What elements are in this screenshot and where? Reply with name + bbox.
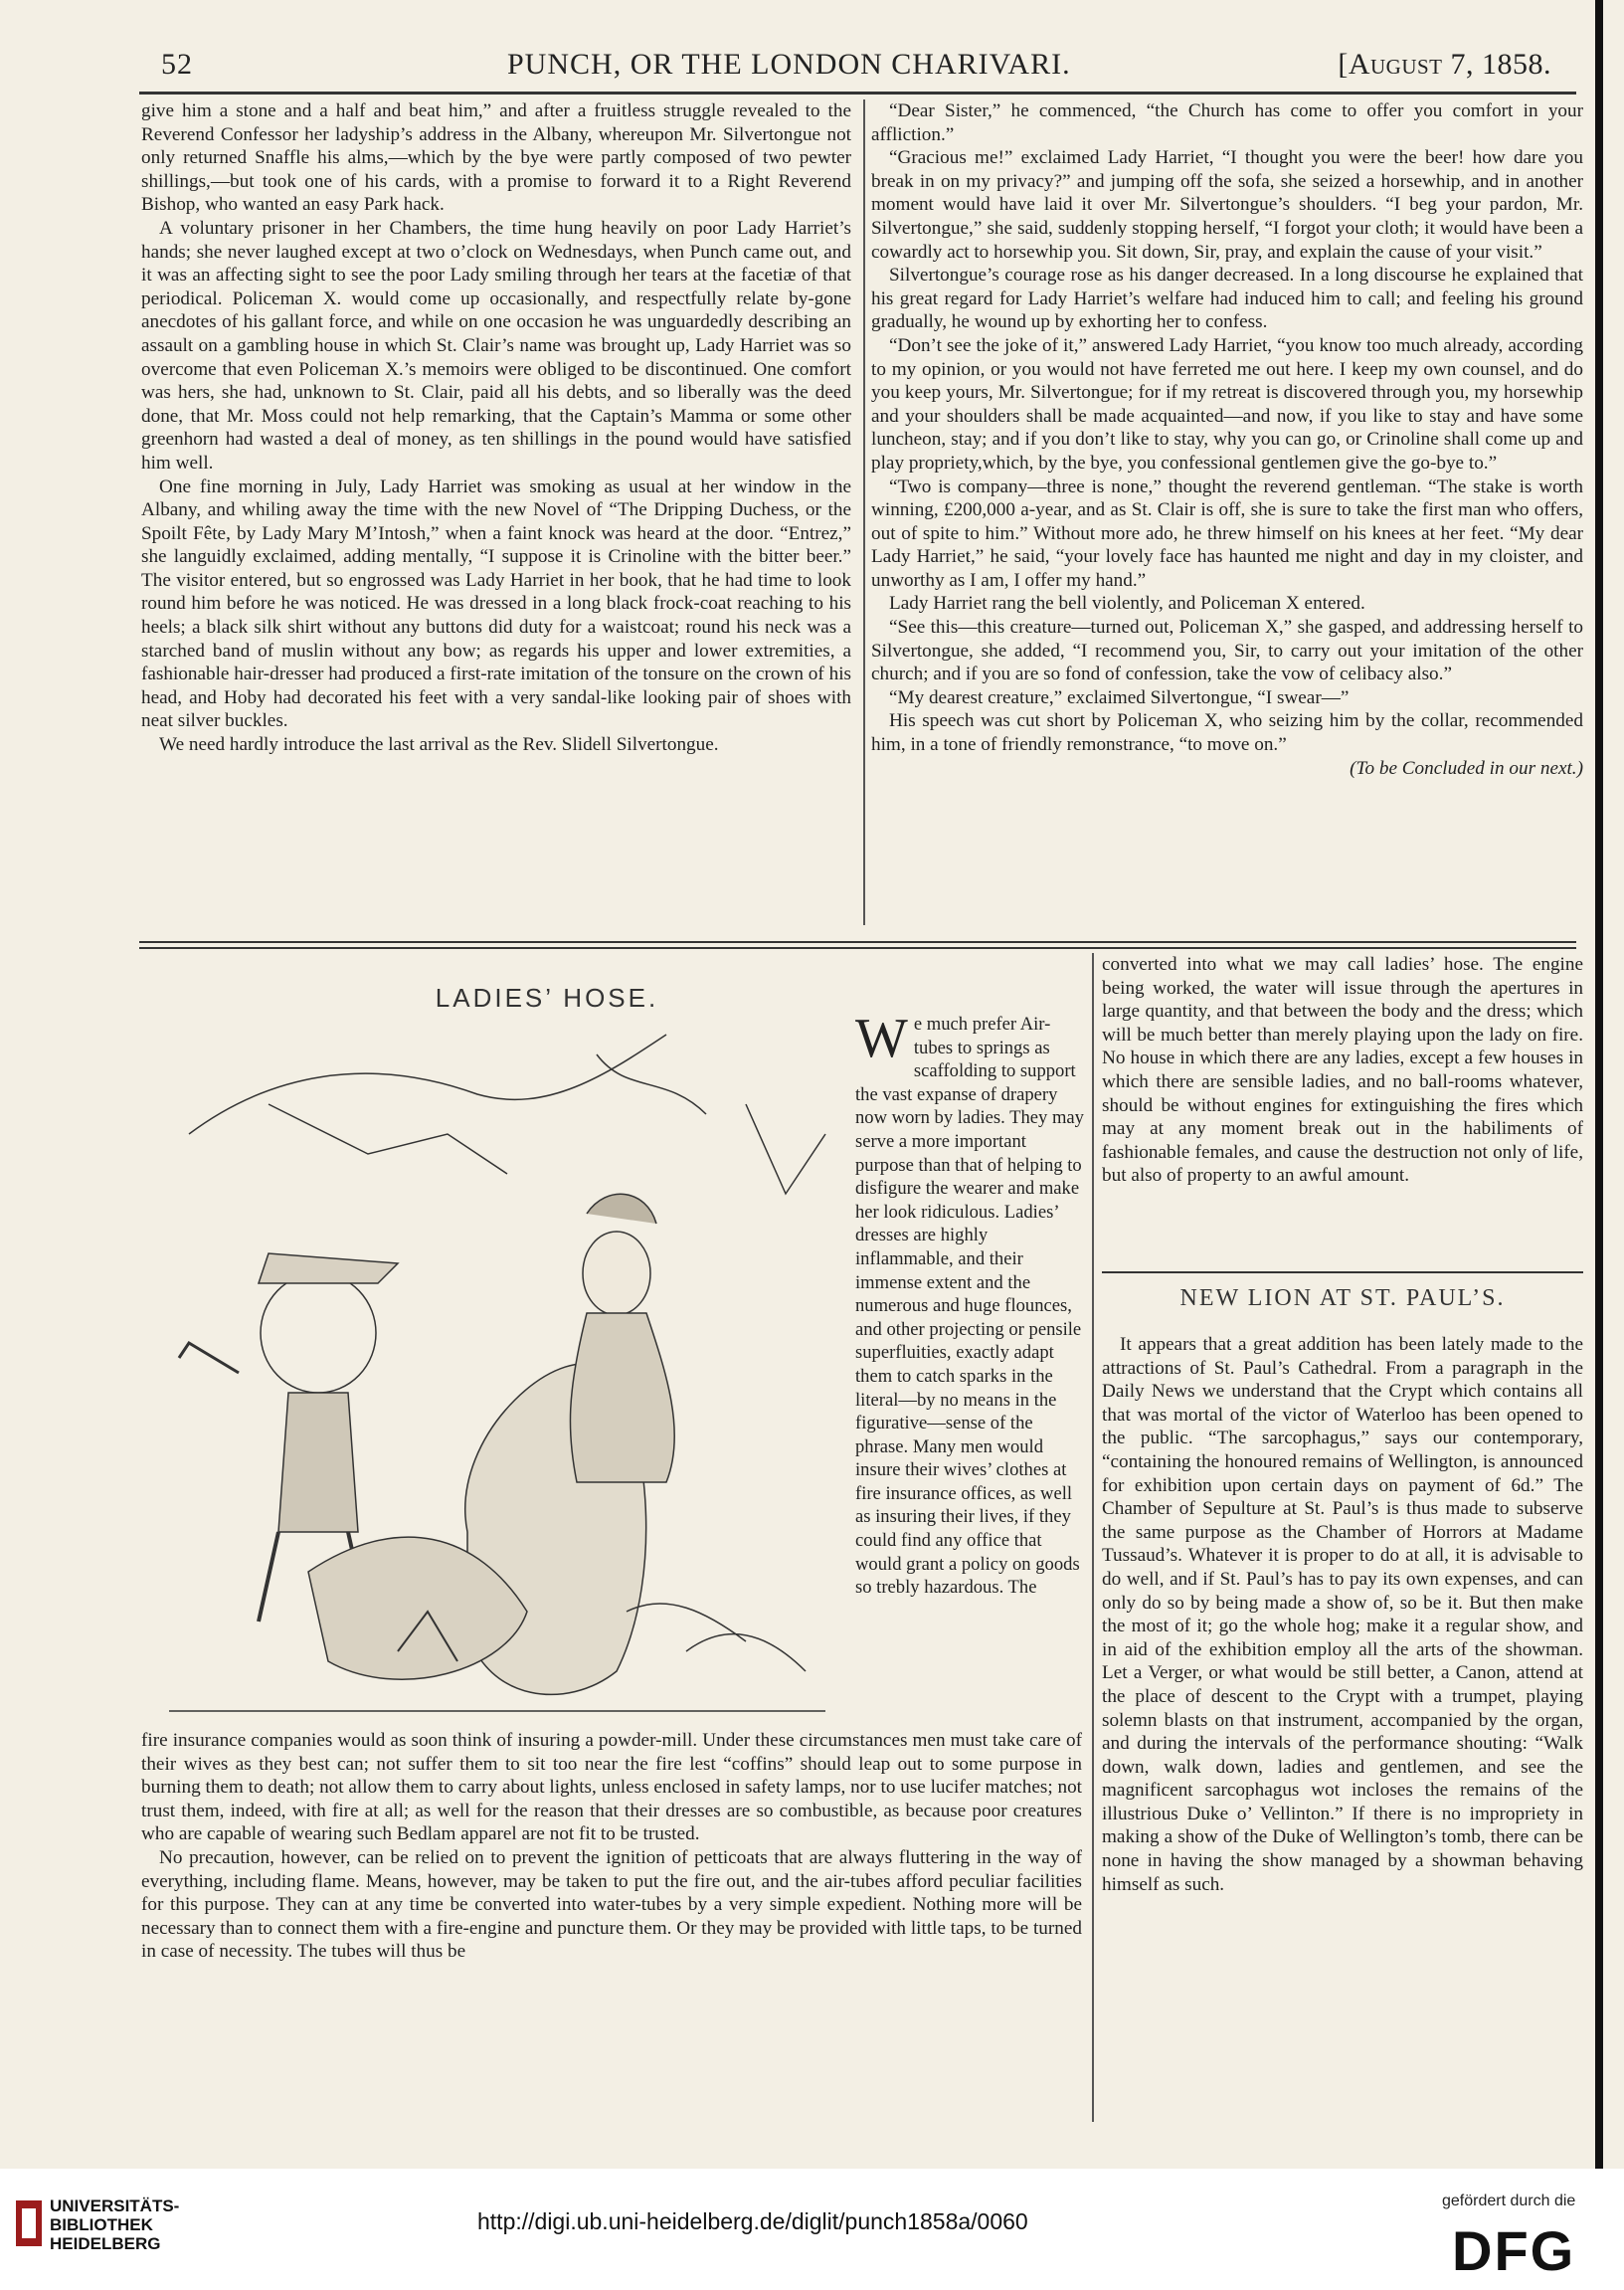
issue-date: [August 7, 1858. (1338, 48, 1551, 81)
page-edge (1595, 0, 1603, 2169)
page-header (149, 42, 1571, 92)
story-right-column (871, 99, 1583, 780)
article-title-new-lion: NEW LION AT ST. PAUL’S. (1179, 1285, 1506, 1311)
paragraph: “Gracious me!” exclaimed Lady Harriet, “I thought you were the beer! how dare you break in on my privacy?” and jumping off the sofa, she seized a horsewhip, and in another moment would have laid it over Mr. Silvertongue’s shoulders. “I beg your pardon, Mr. Silvertongue,” she said, suddenly stopping herself, “I forgot your cloth; it would have been a cowardly act to horsewhip you. Sit down, Sir, pray, and explain the cause of your visit.” (871, 147, 1583, 263)
ladies-hose-continuation (1102, 953, 1583, 1188)
paragraph: fire insurance companies would as soon think of insuring a powder-mill. Under these circumstances men must take care of their wives as they best can; not suffer them to sit too near the fire lest “coffins” should leap out to some purpose in burning them to death; not allow them to carry about lights, unless enclosed in safety lamps, nor to use lucifer matches; not trust them, indeed, with fire at all; as well for the reason that their dresses are so combustible, as because poor creatures who are capable of wearing such Bedlam apparel are not fit to be trusted. (141, 1730, 1082, 1845)
paragraph: “See this—this creature—turned out, Policeman X,” she gasped, and addressing herself to Silvertongue, she added, “I recommend you, Sir, to carry out your imitation of the other church; and if you are so fond of confession, take the vow of celibacy also.” (871, 617, 1583, 685)
paragraph: Lady Harriet rang the bell violently, and Policeman X entered. (889, 593, 1365, 615)
ladies-hose-wide-text (141, 1729, 1082, 1964)
section-rule (139, 941, 1576, 943)
dfg-logo: DFG (1452, 2219, 1576, 2282)
paragraph: It appears that a great addition has been lately made to the attractions of St. Paul’s Cathedral. From a paragraph in the Daily News we understand that the Crypt which contains all that was mortal of the victor of Waterloo has been opened to the public. “The sarcophagus,” says our contemporary, “containing the honoured remains of Wellington, is announced for exhibition upon certain days on payment of 6d.” The Chamber of Sepulture at St. Paul’s is thus made to subserve the same purpose as the Chamber of Horrors at Madame Tussaud’s. Whatever it is proper to do at all, it is advisable to do well, and if St. Paul’s has to pay its own expenses, and can only do so by being made a show of, so be it. But then make the most of it; go the whole hog; make it a regular show, and in aid of the exhibition employ all the arts of the showman. Let a Verger, or what would be still better, a Canon, attend at the place of descent to the Crypt with a trumpet, playing solemn blasts on that instrument, accompanied by the organ, and during the intervals of the performance shouting: “Walk down, walk down, ladies and gentlemen, and see the magnificent sarcophagus wot incloses the remains of the illustrious Duke o’ Vellinton.” If there is no impropriety in making a show of the Duke of Wellington’s tomb, there can be none in having the show managed by a showman behaving himself as such. (1102, 1334, 1583, 1895)
funding-label: gefördert durch die (1442, 2193, 1576, 2209)
paragraph: “Two is company—three is none,” thought the reverend gentleman. “The stake is worth winning, £200,000 a-year, and as St. Clair is off, she is sure to take the first man who offers, out of spite to him.” Without more ado, he threw himself on his knees at her feet. “My dear Lady Harriet,” he said, “your lovely face has haunted me night and day in my cloister, and unworthy as I am, I offer my hand.” (871, 476, 1583, 591)
paragraph: “My dearest creature,” exclaimed Silvertongue, “I swear—” (889, 686, 1350, 708)
page-number: 52 (161, 48, 193, 81)
column-divider (863, 99, 865, 925)
column-divider (1092, 953, 1094, 2122)
section-rule (139, 947, 1576, 949)
story-left-column (141, 99, 851, 757)
to-be-concluded: (To be Concluded in our next.) (1350, 757, 1583, 779)
paragraph: A voluntary prisoner in her Chambers, the time hung heavily on poor Lady Harriet’s hands; she never laughed except at two o’clock on Wednesdays, when Punch came out, and it was an affecting sight to see the poor Lady smiling through her tears at the facetiæ of that periodical. Policeman X. would come up occasionally, and respectfully relate by-gone anecdotes of his gallant force, and while on one occasion he was unguardedly describing an assault on a gambling house in which St. Clair’s name was brought up, Lady Harriet was so overcome that even Policeman X.’s memoirs were obliged to be discontinued. One comfort was hers, she had, unknown to St. Clair, paid all his debts, and so liberally was the deed done, that Mr. Moss could not help remarking, that the Captain’s Mamma or some other greenhorn had wasted a deal of money, as ten shillings in the pound would have satisfied him well. (141, 217, 851, 474)
paragraph: e much prefer Air-tubes to springs as scaffolding to support the vast expanse of drapery now worn by ladies. They may serve a more important purpose than that of helping to disfigure the wearer and make her look ridiculous. Ladies’ dresses are highly inflammable, and their immense extent and the numerous and huge flounces, and other projecting or pensile superfluities, exactly adapt them to catch sparks in the literal—by no means in the figurative—sense of the phrase. Many men would insure their wives’ clothes at fire insurance offices, as well as insuring their lives, if they could find any office that would grant a policy on goods so trebly hazardous. The (855, 1014, 1084, 1599)
paragraph: Silvertongue’s courage rose as his danger decreased. In a long discourse he explained that his great regard for Lady Harriet’s welfare had induced him to call; and feeling his ground gradually, he wound up by exhorting her to confess. (871, 265, 1583, 333)
paragraph: No precaution, however, can be relied on to prevent the ignition of petticoats that are always fluttering in the way of everything, including flame. Means, however, may be taken to put the fire out, and the air-tubes afford peculiar facilities for this purpose. They can at any time be converted into water-tubes by a very simple expedient. Nothing more will be necessary than to connect them with a fire-engine and puncture them. Or they may be provided with little taps, to be turned in case of necessity. The tubes will thus be (141, 1846, 1082, 1963)
ladies-hose-narrow-column (855, 1008, 1084, 1600)
paragraph: “Don’t see the joke of it,” answered Lady Harriet, “you know too much already, according to my opinion, or you would not have ferreted me out here. I keep my own counsel, and do you keep yours, Mr. Silvertongue; for if my retreat is discovered through you, my horsewhip and your shoulders shall be made acquainted—and now, if you like to stay and have some luncheon, stay; and if you don’t like to stay, why you can go, or Crinoline shall come up and play propriety,which, by the bye, you confessional gentlemen give the go-bye to.” (871, 334, 1583, 474)
header-rule (139, 92, 1576, 95)
permalink-url[interactable]: http://digi.ub.uni-heidelberg.de/diglit/punch1858a/0060 (477, 2208, 1028, 2234)
cartoon-illustration (149, 1015, 845, 1726)
paragraph: “Dear Sister,” he commenced, “the Church has come to offer you comfort in your affliction.” (871, 100, 1583, 145)
section-rule (1102, 1271, 1583, 1273)
paragraph: One fine morning in July, Lady Harriet was smoking as usual at her window in the Albany, and whiling away the time with the new Novel of “The Dripping Duchess, or the Spoilt Fête, by Lady Mary M’Intosh,” when a faint knock was heard at the door. “Entrez,” she languidly exclaimed, adding mentally, “I suppose it is Crinoline with the bitter beer.” The visitor entered, but so engrossed was Lady Harriet in her book, that he had time to look round him before he was noticed. He was dressed in a long black frock-coat reaching to his heels; a black silk shirt without any buttons did duty for a waistcoat; round his neck was a starched band of muslin without any bow; as regards his upper and lower extremities, a fashionable hair-dresser had produced a first-rate imitation of the tonsure on the crown of his head, and Hoby had decorated his feet with a very sandal-like looking pair of shoes with neat silver buckles. (141, 476, 851, 732)
paragraph: His speech was cut short by Policeman X, who seizing him by the collar, recommended him, in a tone of friendly remonstrance, “to move on.” (871, 710, 1583, 756)
drop-cap: W (855, 1008, 908, 1069)
new-lion-text (1102, 1333, 1583, 1896)
masthead-title: PUNCH, OR THE LONDON CHARIVARI. (507, 48, 1071, 81)
paragraph: give him a stone and a half and beat him,” and after a fruitless struggle revealed to the Reverend Confessor her ladyship’s address in the Albany, whereupon Mr. Silvertongue not only returned Snaffle his alms,—which by the bye were partly composed of two pewter shillings,—but took one of his cards, with a promise to forward it to a Right Reverend Bishop, who wanted an easy Park hack. (141, 100, 851, 216)
paragraph: converted into what we may call ladies’ hose. The engine being worked, the water will issue through the apertures in large quantity, and that between the body and the dress; which will be much better than merely playing upon the lady on fire. No house in which there are any ladies, except a few houses in which there are sensible ladies, and no ball-rooms whatever, should be without engines for extinguishing the fires which may at any moment break out in the habiliments of fashionable females, and cause the destruction not only of life, but also of property to an awful amount. (1102, 954, 1583, 1187)
paragraph: We need hardly introduce the last arrival as the Rev. Slidell Silvertongue. (159, 734, 719, 756)
article-title-ladies-hose: LADIES’ HOSE. (435, 983, 659, 1013)
institution-name: UNIVERSITÄTS- BIBLIOTHEK HEIDELBERG (50, 2196, 180, 2253)
university-seal-icon (14, 2198, 44, 2248)
digitization-footer (0, 2169, 1624, 2290)
